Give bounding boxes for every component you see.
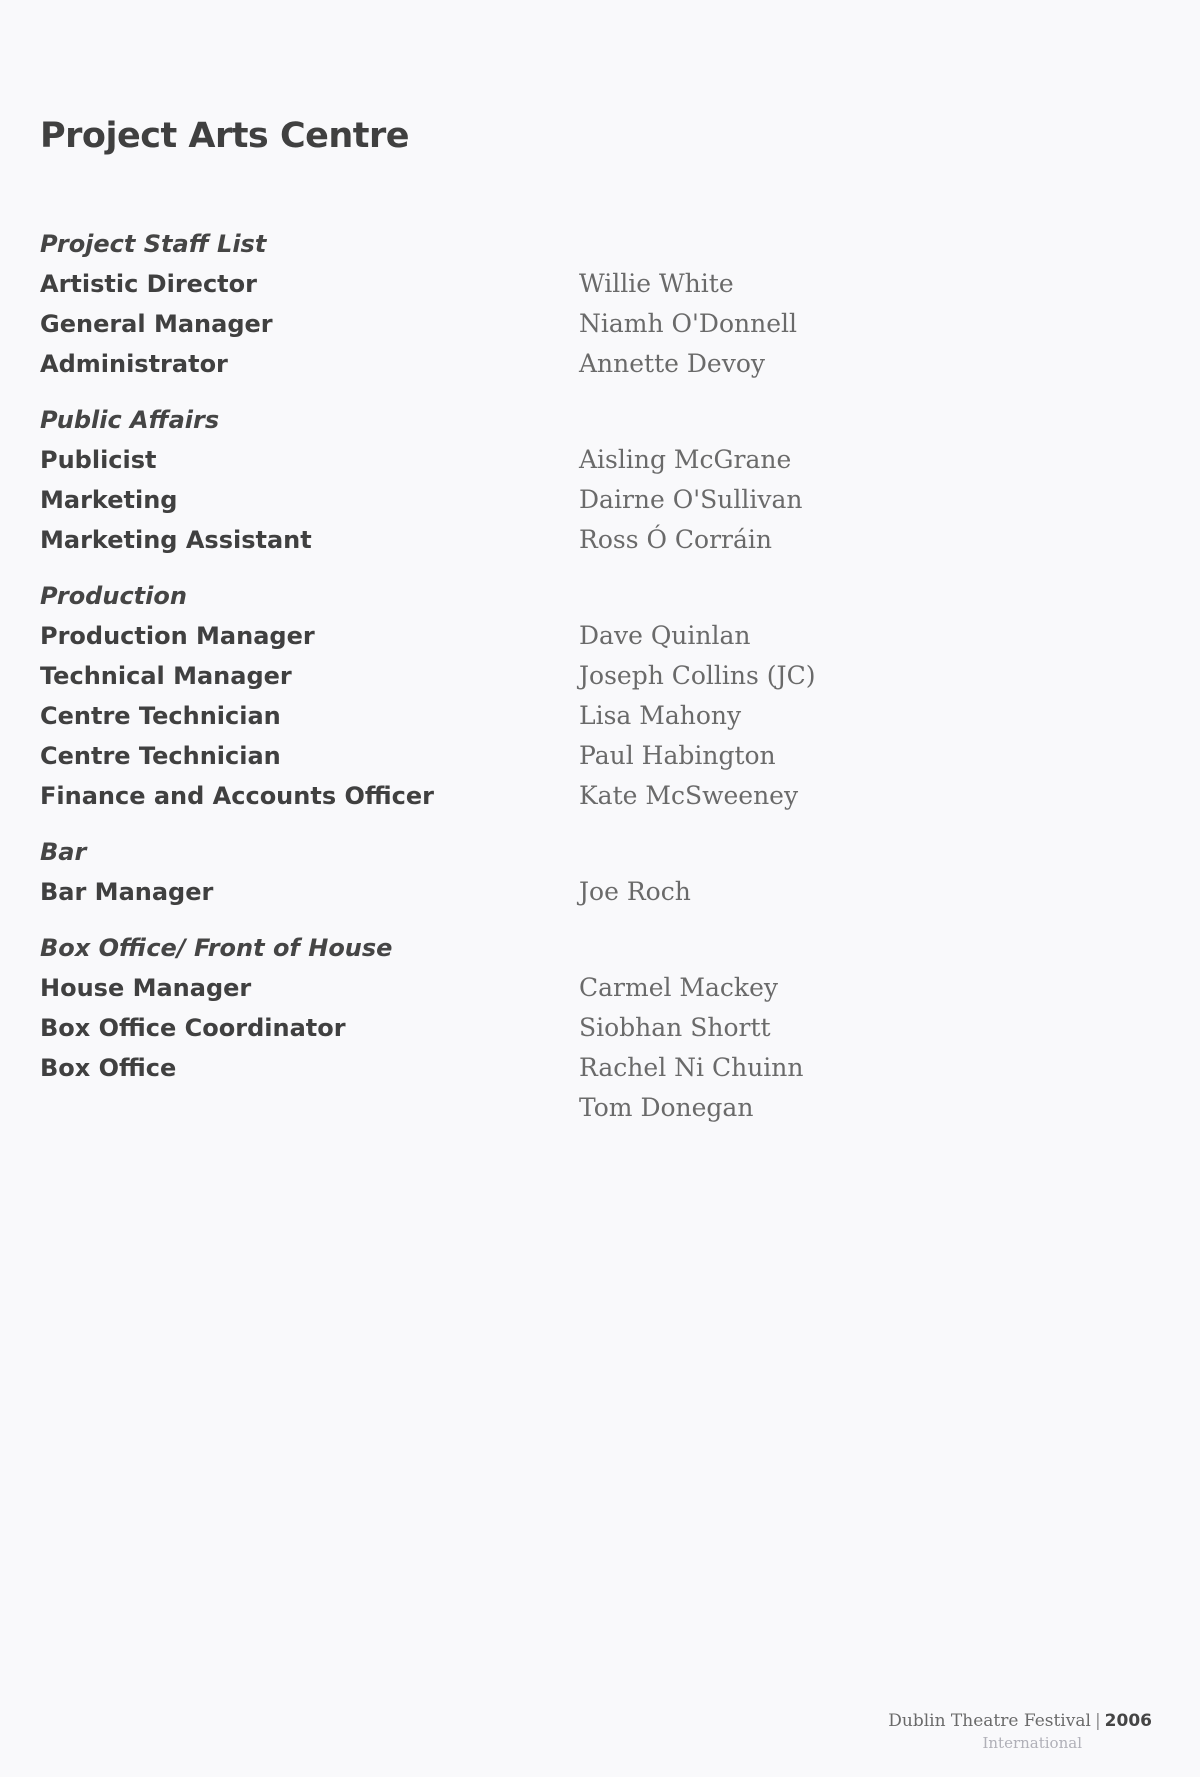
staff-row	[40, 776, 1040, 816]
person-name: Niamh O'Donnell	[579, 309, 797, 338]
role-label: Marketing	[40, 486, 178, 514]
staff-row	[40, 344, 1040, 384]
page-title: Project Arts Centre	[40, 116, 410, 156]
role-label: Technical Manager	[40, 662, 292, 690]
role-label: House Manager	[40, 974, 252, 1002]
person-name: Joseph Collins (JC)	[579, 661, 816, 690]
festival-year: 2006	[1104, 1711, 1152, 1731]
role-label: Bar Manager	[40, 878, 214, 906]
festival-name: Dublin Theatre Festival	[888, 1711, 1091, 1731]
role-label: Centre Technician	[40, 702, 281, 730]
person-name: Willie White	[579, 269, 734, 298]
role-label: Centre Technician	[40, 742, 281, 770]
staff-row	[40, 968, 1040, 1008]
staff-row	[40, 1048, 1040, 1088]
section-heading: Box Office/ Front of House	[40, 934, 393, 962]
role-label: Administrator	[40, 350, 228, 378]
role-label	[40, 1088, 579, 1128]
footer-festival-line	[888, 1710, 1152, 1732]
person-name: Aisling McGrane	[579, 445, 792, 474]
section-project-staff-list	[40, 224, 1040, 384]
section-public-affairs	[40, 400, 1040, 560]
person-name: Kate McSweeney	[579, 781, 799, 810]
person-name: Dave Quinlan	[579, 621, 751, 650]
person-name: Rachel Ni Chuinn	[579, 1053, 804, 1082]
person-name: Carmel Mackey	[579, 973, 778, 1002]
person-name: Lisa Mahony	[579, 701, 742, 730]
staff-row	[40, 520, 1040, 560]
section-heading: Bar	[40, 838, 87, 866]
person-name: Siobhan Shortt	[579, 1013, 771, 1042]
staff-list	[40, 224, 1040, 1144]
person-name: Tom Donegan	[579, 1093, 754, 1122]
staff-row	[40, 1088, 1040, 1128]
section-heading: Project Staff List	[40, 230, 267, 258]
staff-row	[40, 1008, 1040, 1048]
person-name: Ross Ó Corráin	[579, 525, 773, 554]
role-label: Publicist	[40, 446, 157, 474]
role-label: Production Manager	[40, 622, 315, 650]
role-label: Marketing Assistant	[40, 526, 312, 554]
festival-subtitle: International	[982, 1734, 1082, 1752]
section-heading: Public Affairs	[40, 406, 220, 434]
person-name: Paul Habington	[579, 741, 776, 770]
person-name: Annette Devoy	[579, 349, 766, 378]
section-heading: Production	[40, 582, 187, 610]
page-footer	[888, 1710, 1152, 1754]
staff-row	[40, 736, 1040, 776]
staff-row	[40, 264, 1040, 304]
staff-row	[40, 696, 1040, 736]
staff-row	[40, 480, 1040, 520]
staff-row	[40, 304, 1040, 344]
section-box-office-front-of-house	[40, 928, 1040, 1128]
section-bar	[40, 832, 1040, 912]
staff-row	[40, 872, 1040, 912]
role-label: Finance and Accounts Officer	[40, 782, 434, 810]
staff-row	[40, 616, 1040, 656]
role-label: General Manager	[40, 310, 273, 338]
person-name: Joe Roch	[579, 877, 691, 906]
role-label: Box Office	[40, 1054, 177, 1082]
section-production	[40, 576, 1040, 816]
footer-separator: |	[1094, 1711, 1101, 1731]
staff-row	[40, 440, 1040, 480]
role-label: Artistic Director	[40, 270, 257, 298]
role-label: Box Office Coordinator	[40, 1014, 346, 1042]
person-name: Dairne O'Sullivan	[579, 485, 803, 514]
staff-row	[40, 656, 1040, 696]
